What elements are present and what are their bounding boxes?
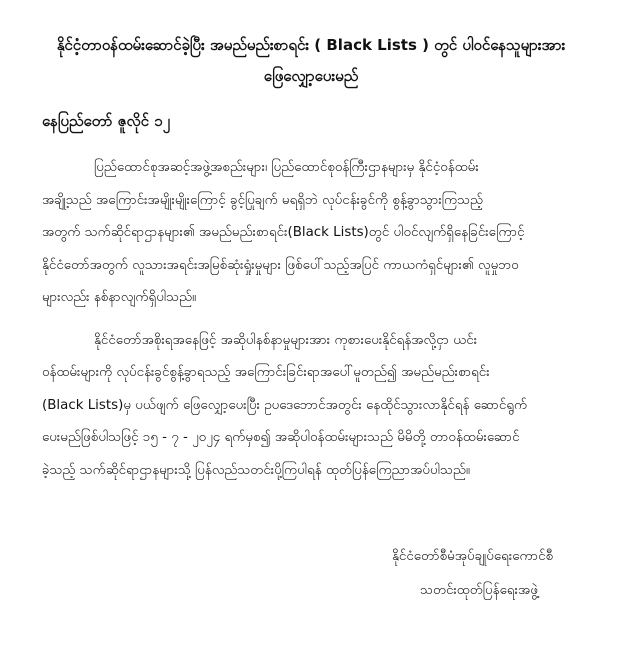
signature-block (392, 540, 553, 608)
title-line-1: နိုင်ငံ့တာဝန်ထမ်းဆောင်ခဲ့ပြီး အမည်မည်းစာရင်း ( Black Lists ) တွင် ပါဝင်နေသူများအား (56, 36, 566, 54)
dateline: နေပြည်တော် ဇူလိုင် ၁၂ (42, 112, 170, 130)
paragraph-line: ဝန်ထမ်းများကို လုပ်ငန်းခွင်စွန့်ခွာရသည့် အကြောင်းခြင်းရာအပေါ်မူတည်၍ အမည်မည်းစာရင်း (42, 365, 490, 380)
paragraph-line: ပေးမည်ဖြစ်ပါသဖြင့် ၁၅ - ၇ - ၂၀၂၄ ရက်မှစ၍ အဆိုပါဝန်ထမ်းများသည် မိမိတို့ တာဝန်ထမ်းဆောင် (42, 430, 520, 445)
paragraph-2 (42, 325, 580, 488)
paragraph-line: နိုင်ငံတော်အတွက် လူသားအရင်းအမြစ်ဆုံးရှုံးမှုများ ဖြစ်ပေါ်သည့်အပြင် ကာယကံရှင်များ၏ လူမှုဘဝ (42, 257, 519, 273)
signature-department: သတင်းထုတ်ပြန်ရေးအဖွဲ့ (420, 583, 538, 598)
paragraph-line: နိုင်ငံတော်အစိုးရအနေဖြင့် အဆိုပါနစ်နာမှုများအား ကုစားပေးနိုင်ရန်အလို့ငှာ ယင်း (94, 332, 478, 348)
title-line-2: ဖြေလျှော့ပေးမည် (263, 67, 359, 85)
signature-organization: နိုင်ငံတော်စီမံအုပ်ချုပ်ရေးကောင်စီ (392, 549, 554, 564)
paragraph-line: အတွက် သက်ဆိုင်ရာဌာနများ၏ အမည်မည်းစာရင်း(Black Lists)တွင် ပါဝင်လျက်ရှိနေခြင်းကြောင့် (42, 225, 525, 240)
announcement-title (42, 30, 580, 92)
paragraph-line: အချို့သည် အကြောင်းအမျိုးမျိုးကြောင့် ခွင့်ပြုချက် မရရှိဘဲ လုပ်ငန်းခွင်ကို စွန့်ခွာသွားကြသည့် (42, 192, 483, 208)
paragraph-1 (42, 152, 580, 315)
paragraph-line: ပြည်ထောင်စုအဆင့်အဖွဲ့အစည်းများ၊ ပြည်ထောင်စုဝန်ကြီးဌာနများမှ နိုင်ငံ့ဝန်ထမ်း (94, 160, 479, 175)
paragraph-line: များလည်း နစ်နာလျက်ရှိပါသည်။ (42, 290, 197, 305)
paragraph-line: ခဲ့သည့် သက်ဆိုင်ရာဌာနများသို့ ပြန်လည်သတင်းပို့ကြပါရန် ထုတ်ပြန်ကြေညာအပ်ပါသည်။ (42, 462, 470, 478)
paragraph-line: (Black Lists)မှ ပယ်ဖျက် ဖြေလျှော့ပေးပြီး ဥပဒေဘောင်အတွင်း နေထိုင်သွားလာနိုင်ရန် ဆောင်ရွက် (42, 397, 528, 413)
